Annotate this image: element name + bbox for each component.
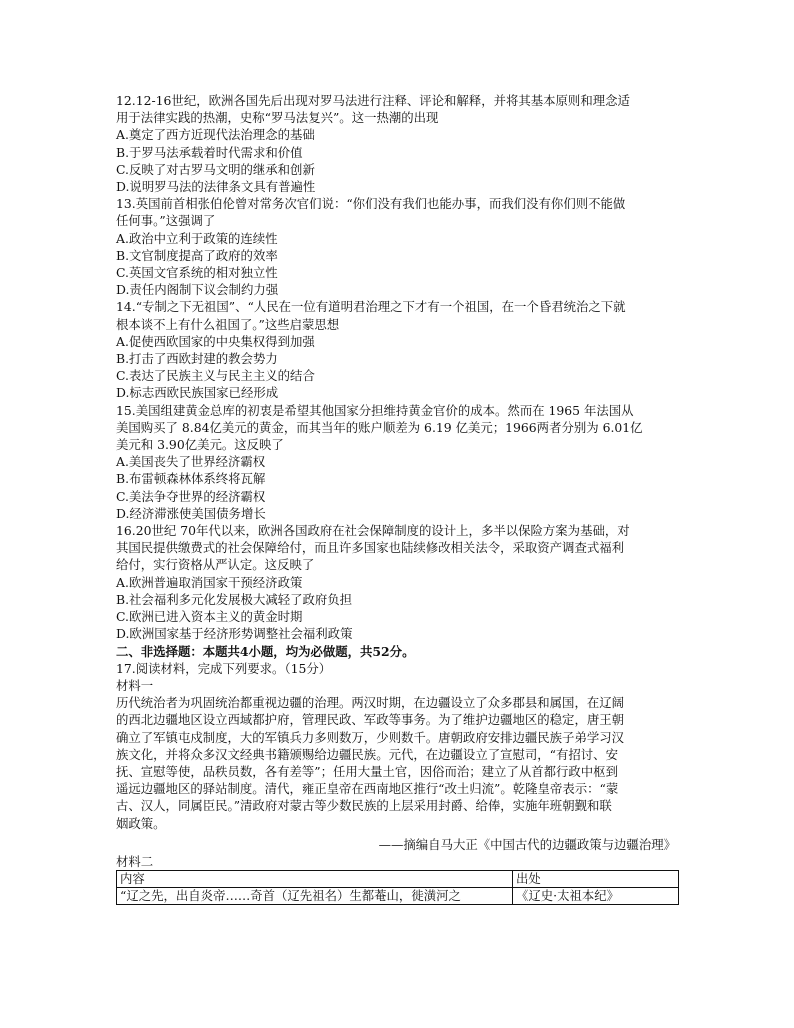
- exam-page: [116, 92, 678, 905]
- question-stem-line: 15.美国组建黄金总库的初衷是希望其他国家分担维持黄金官价的成本。然而在 1965 年法国从: [116, 402, 634, 418]
- material-1-line: 古、汉人，同属臣民。”清政府对蒙古等少数民族的上层采用封爵、给俸，实施年班朝觐和联: [116, 798, 612, 814]
- question-stem-line: 美元和 3.90亿美元。这反映了: [116, 437, 284, 453]
- answer-option: D.责任内阁制下议会制约力强: [116, 282, 279, 298]
- table-header-content: 内容: [117, 871, 513, 888]
- material-1-text: [116, 694, 678, 832]
- question-block: [116, 522, 678, 642]
- multiple-choice-questions: [116, 92, 678, 643]
- answer-option: B.布雷顿森林体系终将瓦解: [116, 471, 266, 487]
- question-block: [116, 92, 678, 195]
- material-1-line: 族文化，并将众多汉文经典书籍颁赐给边疆民族。元代，在边疆设立了宣慰司，“有招讨、安: [116, 746, 618, 762]
- material-1-line: 确立了军镇屯戍制度，大的军镇兵力多则数万，少则数千。唐朝政府安排边疆民族子弟学习汉: [116, 729, 625, 745]
- answer-option: A.欧洲普遍取消国家干预经济政策: [116, 574, 303, 590]
- answer-option: A.奠定了西方近现代法治理念的基础: [116, 127, 315, 143]
- material-1-line: 的西北边疆地区设立西域都护府，管理民政、军政等事务。为了维护边疆地区的稳定，唐王朝: [116, 712, 625, 728]
- material-1-line: 遥远边疆地区的驿站制度。清代，雍正皇帝在西南地区推行“改土归流”。乾隆皇帝表示：“蒙: [116, 781, 619, 797]
- answer-option: C.欧洲已进入资本主义的黄金时期: [116, 609, 303, 625]
- material-1-label: 材料一: [116, 677, 154, 693]
- answer-option: D.经济滞涨使美国债务增长: [116, 505, 266, 521]
- answer-option: C.美法争夺世界的经济霸权: [116, 488, 266, 504]
- answer-option: C.反映了对古罗马文明的继承和创新: [116, 161, 315, 177]
- question-stem-line: 用于法律实践的热潮，史称“罗马法复兴”。这一热潮的出现: [116, 110, 439, 126]
- question-block: [116, 298, 678, 401]
- section-title: 二、非选择题：本题共4小题，均为必做题，共52分。: [116, 643, 415, 659]
- answer-option: C.英国文官系统的相对独立性: [116, 265, 278, 281]
- question-block: [116, 402, 678, 522]
- answer-option: C.表达了民族主义与民主主义的结合: [116, 368, 315, 384]
- answer-option: D.说明罗马法的法律条文具有普遍性: [116, 179, 316, 195]
- table-cell-content: “辽之先，出自炎帝……奇首（辽先祖名）生都菴山，徙潢河之: [117, 888, 513, 905]
- question-stem-line: 给付，实行资格从严认定。这反映了: [116, 557, 315, 573]
- question-17-header: 17.阅读材料，完成下列要求。（15分）: [116, 660, 332, 676]
- question-stem-line: 16.20世纪 70年代以来，欧洲各国政府在社会保障制度的设计上，多半以保险方案为基础，对: [116, 523, 630, 539]
- question-stem-line: 美国购买了 8.84亿美元的黄金，而其当年的账户顺差为 6.19 亿美元；1966两者分别为 6.01亿: [116, 419, 643, 435]
- table-header-row: [117, 871, 679, 888]
- question-stem-line: 13.英国前首相张伯伦曾对常务次官们说：“你们没有我们也能办事，而我们没有你们则不能做: [116, 196, 626, 212]
- question-stem-line: 根本谈不上有什么祖国了。”这些启蒙思想: [116, 316, 340, 332]
- question-stem-line: 12.12-16世纪，欧洲各国先后出现对罗马法进行注释、评论和解释，并将其基本原则和理念适: [116, 93, 630, 108]
- question-stem-line: 14.“专制之下无祖国”、“人民在一位有道明君治理之下才有一个祖国，在一个昏君统治之下就: [116, 299, 626, 315]
- material-1-line: 姻政策。: [116, 815, 166, 831]
- answer-option: B.打击了西欧封建的教会势力: [116, 351, 278, 367]
- answer-option: A.促使西欧国家的中央集权得到加强: [116, 333, 315, 349]
- answer-option: B.社会福利多元化发展极大减轻了政府负担: [116, 591, 353, 607]
- material-2-table: [116, 870, 679, 905]
- material-1-source: ——摘编自马大正《中国古代的边疆政策与边疆治理》: [378, 836, 676, 852]
- material-2-label: 材料二: [116, 853, 154, 869]
- table-cell-source: 《辽史·太祖本纪》: [513, 888, 679, 905]
- answer-option: A.美国丧失了世界经济霸权: [116, 454, 266, 470]
- answer-option: D.欧洲国家基于经济形势调整社会福利政策: [116, 626, 353, 642]
- material-1-line: 抚、宣慰等使，品秩员数，各有差等”；任用大量土官，因俗而治；建立了从首都行政中枢到: [116, 763, 618, 779]
- question-stem-line: 其国民提供缴费式的社会保障给付，而且许多国家也陆续修改相关法令，采取资产调查式福利: [116, 540, 625, 556]
- material-1-line: 历代统治者为巩固统治都重视边疆的治理。两汉时期，在边疆设立了众多郡县和属国，在辽阔: [116, 695, 625, 711]
- answer-option: B.于罗马法承载着时代需求和价值: [116, 144, 303, 160]
- table-row: [117, 888, 679, 905]
- question-stem-line: 任何事。”这强调了: [116, 213, 216, 229]
- question-block: [116, 195, 678, 298]
- answer-option: B.文官制度提高了政府的效率: [116, 247, 278, 263]
- answer-option: D.标志西欧民族国家已经形成: [116, 385, 279, 401]
- table-header-source: 出处: [513, 871, 679, 888]
- answer-option: A.政治中立利于政策的连续性: [116, 230, 278, 246]
